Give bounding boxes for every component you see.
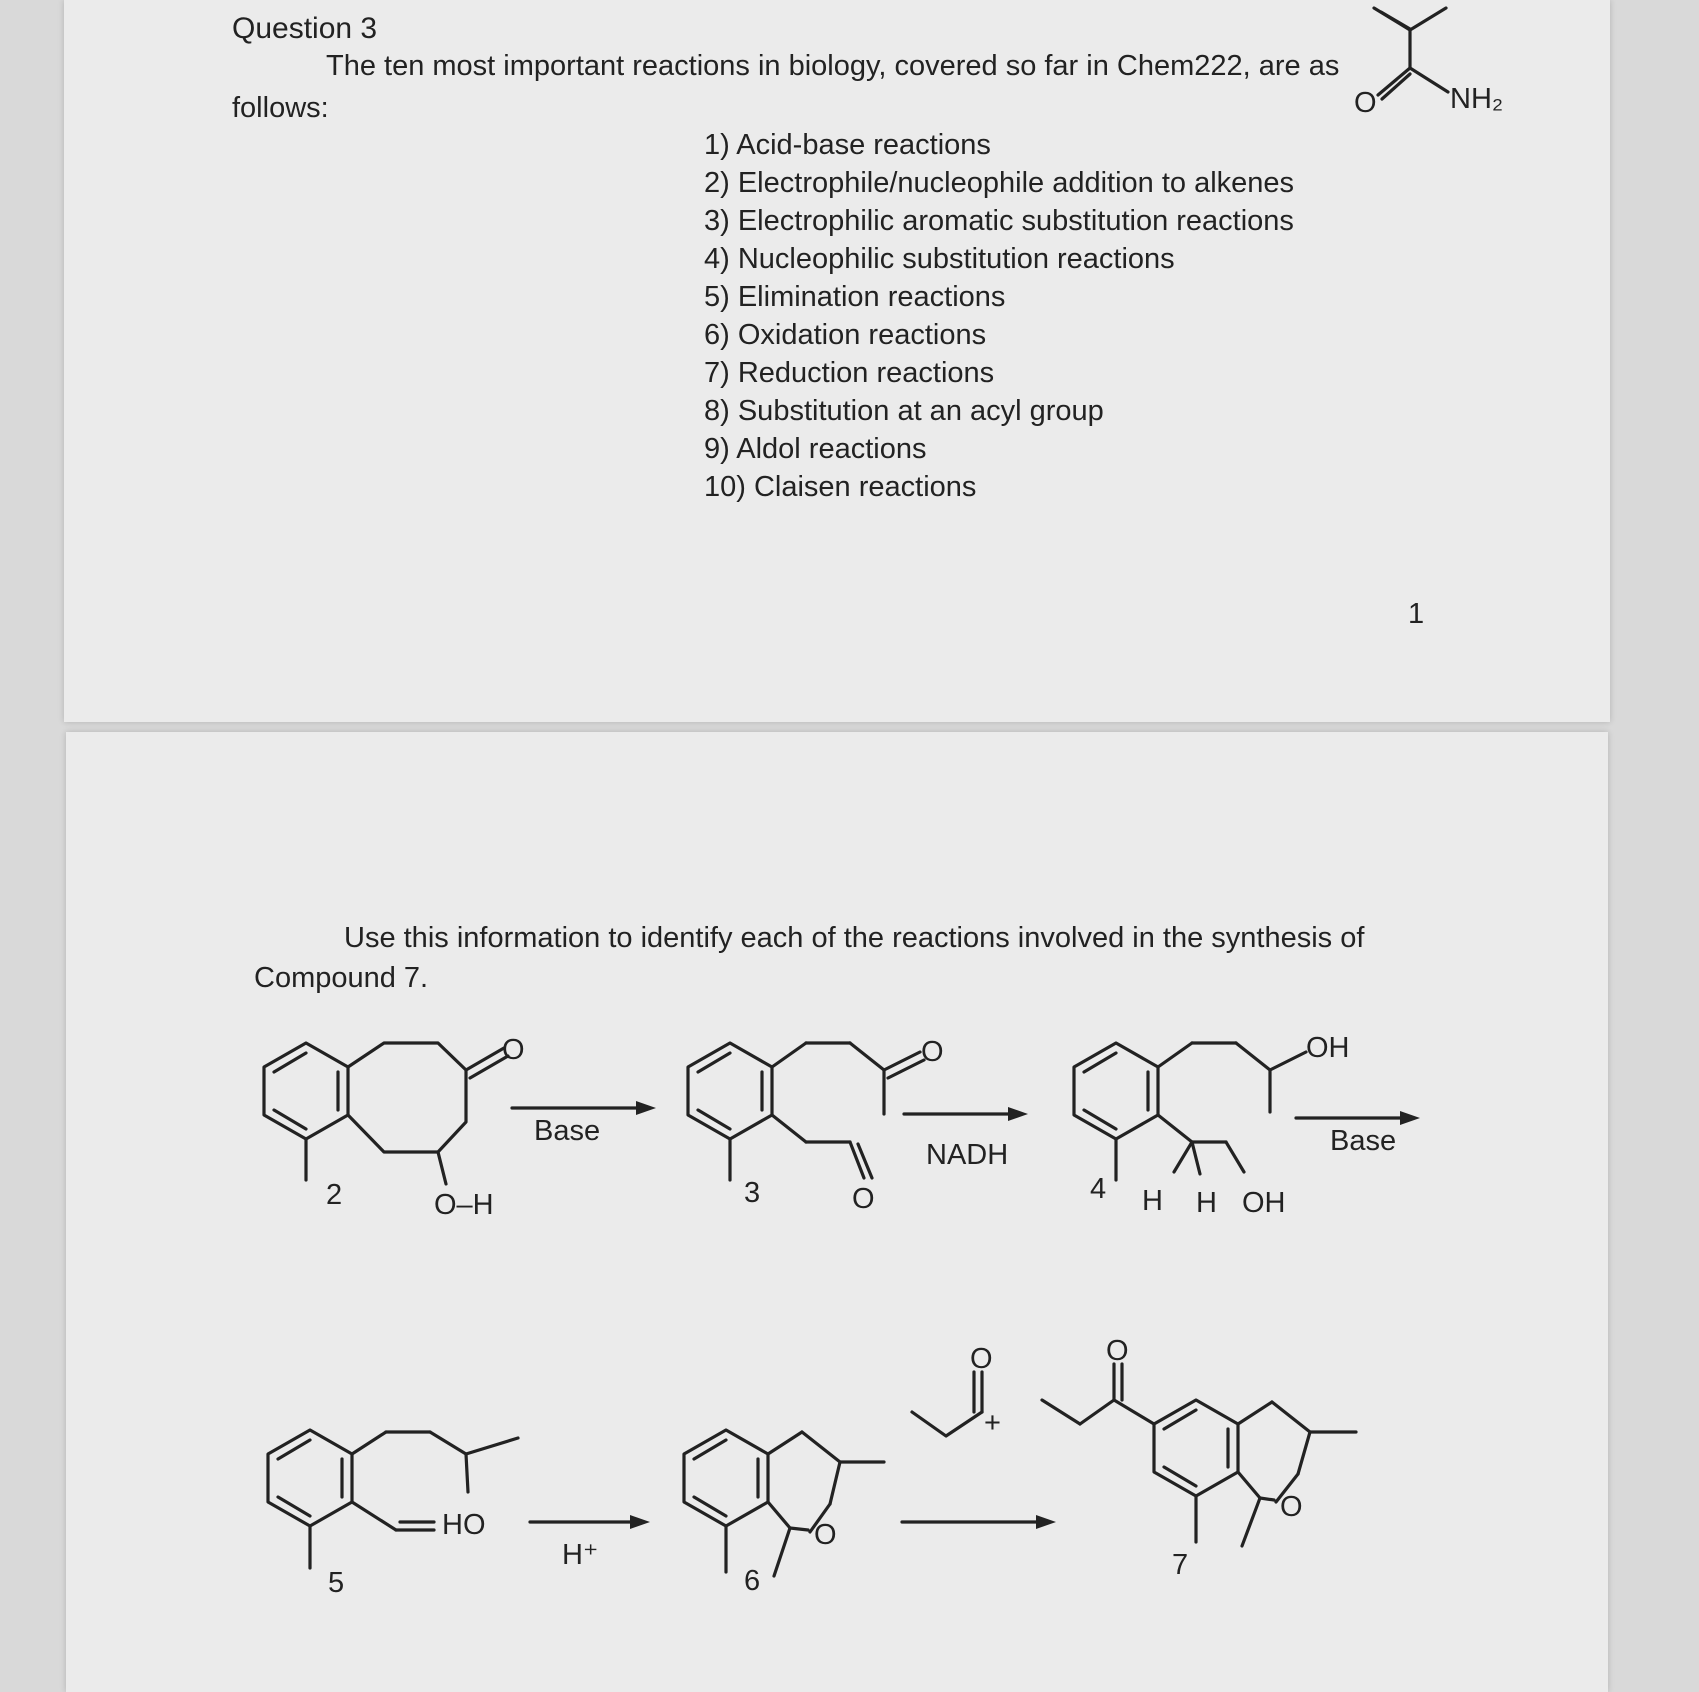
acylium-reagent <box>912 1343 1001 1439</box>
step-2-reagent: NADH <box>926 1139 1009 1171</box>
document-page-2 <box>66 732 1608 1692</box>
carbonyl-o-label: O <box>1354 87 1377 119</box>
reaction-item: 7) Reduction reactions <box>704 357 995 389</box>
question-title: Question 3 <box>232 12 378 45</box>
page-number: 1 <box>1408 598 1425 630</box>
hydrogen-atom: H <box>1142 1185 1163 1217</box>
reaction-item: 3) Electrophilic aromatic substitution reactions <box>704 205 1294 237</box>
reaction-item: 5) Elimination reactions <box>704 281 1006 313</box>
reaction-item: 1) Acid-base reactions <box>704 129 991 161</box>
compound-6-structure <box>684 1430 884 1597</box>
compound-5-structure <box>268 1430 518 1599</box>
instruction-line-1: Use this information to identify each of the reactions involved in the synthesis of <box>344 922 1365 954</box>
intro-text-line-1: The ten most important reactions in biology, covered so far in Chem222, are as <box>326 50 1340 82</box>
o-atom: O <box>852 1183 875 1215</box>
step-3-reagent: Base <box>1330 1125 1397 1157</box>
synthesis-scheme <box>66 732 1608 1692</box>
compound-2-structure <box>264 1034 525 1221</box>
reaction-item: 4) Nucleophilic substitution reactions <box>704 243 1175 275</box>
compound-7-structure <box>1042 1335 1356 1581</box>
instruction-line-2: Compound 7. <box>254 962 429 994</box>
compound-4-label: 4 <box>1090 1173 1107 1205</box>
o-atom: O <box>1280 1491 1303 1523</box>
o-atom: O <box>814 1519 837 1551</box>
hydrogen-atom: H <box>1196 1187 1217 1219</box>
plus-sign: + <box>984 1407 1001 1439</box>
amine-label: NH₂ <box>1450 83 1504 115</box>
hydroxyl-group: O–H <box>434 1189 494 1221</box>
o-atom: O <box>1106 1335 1129 1367</box>
hydroxyl-group: OH <box>1306 1032 1350 1064</box>
o-atom: O <box>970 1343 993 1375</box>
intro-text-line-2: follows: <box>232 92 329 124</box>
document-page-1 <box>64 0 1610 722</box>
o-atom: O <box>921 1036 944 1068</box>
o-atom: O <box>502 1034 525 1066</box>
step-1-reagent: Base <box>534 1115 601 1147</box>
compound-2-label: 2 <box>326 1179 343 1211</box>
step-4-reagent: H⁺ <box>562 1539 599 1571</box>
reaction-item: 6) Oxidation reactions <box>704 319 987 351</box>
compound-4-structure <box>1074 1032 1350 1219</box>
compound-3-label: 3 <box>744 1177 761 1209</box>
compound-7-label: 7 <box>1172 1549 1189 1581</box>
reaction-item: 8) Substitution at an acyl group <box>704 395 1104 427</box>
hydroxyl-group: OH <box>1242 1187 1286 1219</box>
benzamide-fragment <box>64 0 1610 722</box>
reaction-item: 10) Claisen reactions <box>704 471 977 503</box>
compound-3-structure <box>688 1036 944 1215</box>
hydroxyl-group: HO <box>442 1509 486 1541</box>
compound-5-label: 5 <box>328 1567 345 1599</box>
compound-6-label: 6 <box>744 1565 761 1597</box>
reaction-item: 2) Electrophile/nucleophile addition to alkenes <box>704 167 1295 199</box>
reaction-item: 9) Aldol reactions <box>704 433 927 465</box>
